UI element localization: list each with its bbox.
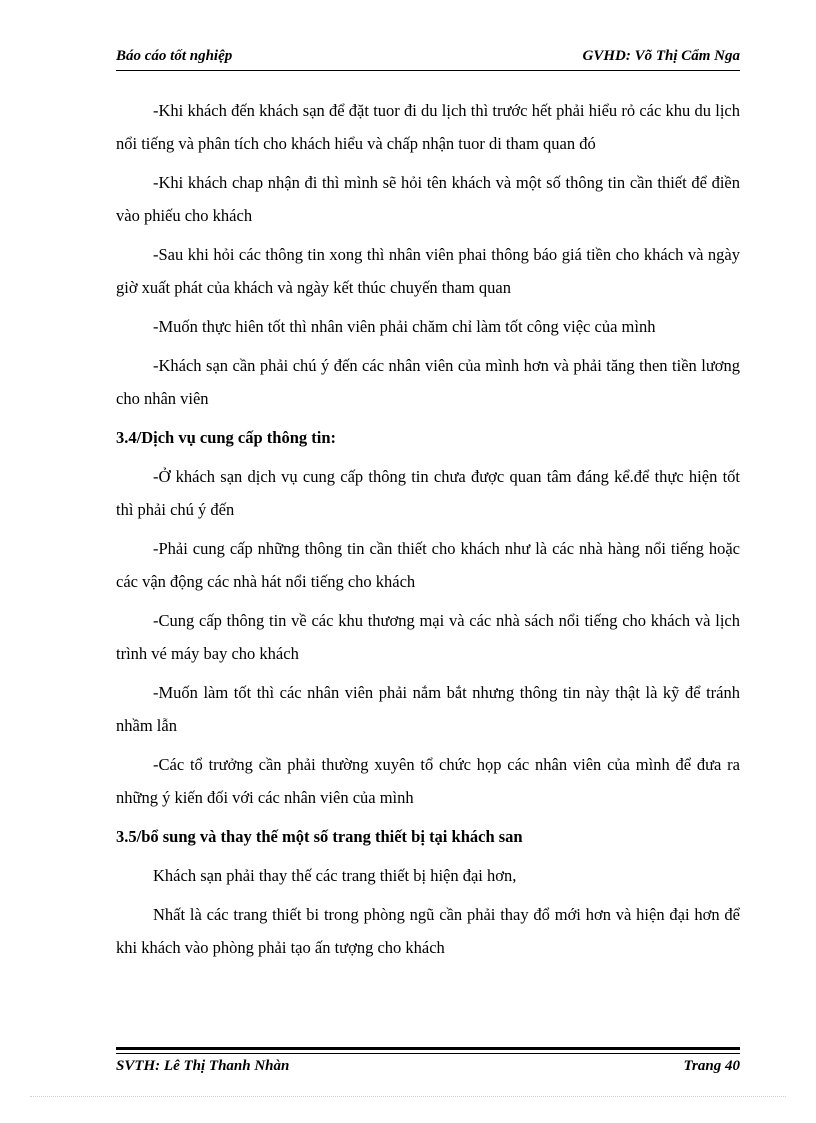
page-footer	[116, 1058, 740, 1078]
paragraph: -Cung cấp thông tin về các khu thương mại và các nhà sách nổi tiếng cho khách và lịch trình vé máy bay cho khách	[116, 611, 740, 663]
paragraph: -Khi khách chap nhận đi thì mình sẽ hỏi tên khách và một số thông tin cần thiết để điền vào phiếu cho khách	[116, 173, 740, 225]
paragraph: -Phải cung cấp những thông tin cần thiết cho khách như là các nhà hàng nổi tiếng hoặc các vận động các nhà hát nổi tiếng cho khách	[116, 539, 740, 591]
section-heading: 3.5/bổ sung và thay thế một số trang thiết bị tại khách san	[116, 827, 523, 846]
page-edge-dots	[30, 1096, 786, 1098]
paragraph: -Muốn thực hiên tốt thì nhân viên phải chăm chỉ làm tốt công việc của mình	[153, 317, 656, 336]
paragraph: -Sau khi hỏi các thông tin xong thì nhân viên phai thông báo giá tiền cho khách và ngày giờ xuất phát của khách và ngày kết thúc chuyến tham quan	[116, 245, 740, 297]
section-heading: 3.4/Dịch vụ cung cấp thông tin:	[116, 428, 337, 447]
paragraph: -Khách sạn cần phải chú ý đến các nhân viên của mình hơn và phải tăng then tiền lương cho nhân viên	[116, 356, 740, 408]
paragraph: Nhất là các trang thiết bi trong phòng ngũ cần phải thay đổ mới hơn và hiện đại hơn để khi khách vào phòng phải tạo ấn tượng cho khách	[116, 905, 740, 957]
footer-rule-thick	[116, 1047, 740, 1050]
header-report-title: Báo cáo tốt nghiệp	[116, 48, 233, 64]
header-rule	[116, 70, 740, 71]
paragraph: -Các tổ trưởng cần phải thường xuyên tổ chức họp các nhân viên của mình để đưa ra những ý kiến đối với các nhân viên của mình	[116, 755, 740, 807]
paragraph: -Ở khách sạn dịch vụ cung cấp thông tin chưa được quan tâm đáng kể.để thực hiện tốt thì phải chú ý đến	[116, 467, 740, 519]
page-header	[116, 48, 740, 68]
paragraph: Khách sạn phải thay thế các trang thiết bị hiện đại hơn,	[153, 866, 517, 885]
footer-rule-thin	[116, 1053, 740, 1054]
footer-author: SVTH: Lê Thị Thanh Nhàn	[116, 1058, 290, 1074]
footer-page-number: Trang 40	[683, 1058, 740, 1074]
header-advisor: GVHD: Võ Thị Cẩm Nga	[582, 48, 740, 64]
paragraph: -Muốn làm tốt thì các nhân viên phải nắm bắt nhưng thông tin này thật là kỹ để tránh nhầm lẫn	[116, 683, 740, 735]
paragraph: -Khi khách đến khách sạn để đặt tuor đi du lịch thì trước hết phải hiểu rỏ các khu du lịch nổi tiếng và phân tích cho khách hiểu và chấp nhận tuor di tham quan đó	[116, 101, 740, 153]
page-content	[116, 94, 740, 970]
